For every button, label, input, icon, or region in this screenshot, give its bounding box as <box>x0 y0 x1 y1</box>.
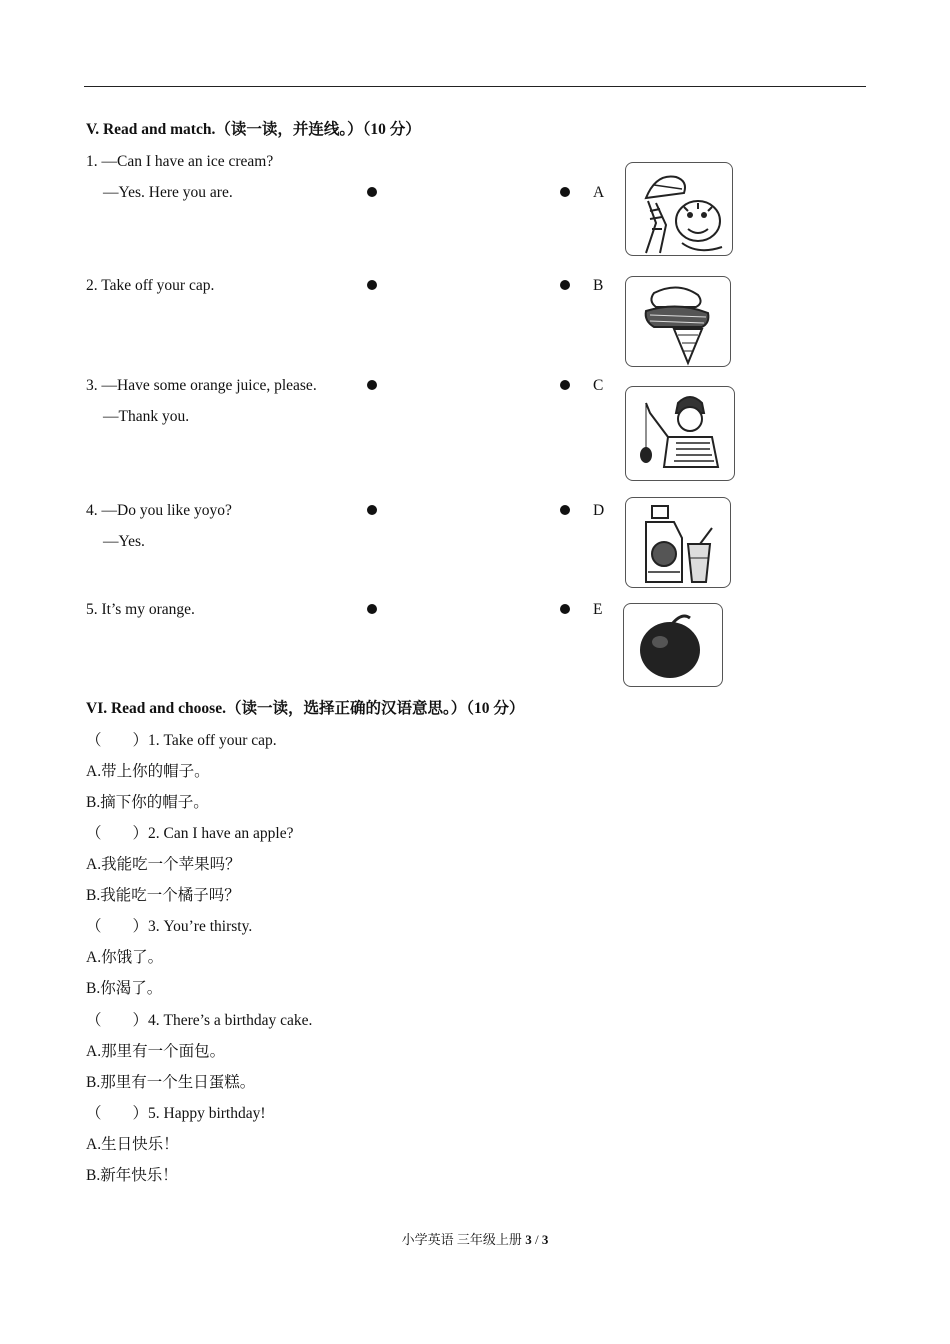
section-5-title: V. Read and match.（读一读，并连线。）（10 分） <box>86 121 421 138</box>
choose-q2-option-b[interactable]: B.我能吃一个橘子吗？ <box>86 887 240 904</box>
match-item-4-line2: —Yes. <box>103 533 145 550</box>
choose-q3-option-b[interactable]: B.你渴了。 <box>86 980 163 997</box>
match-dot-right-a[interactable] <box>560 187 570 197</box>
choose-q5-option-b[interactable]: B.新年快乐！ <box>86 1167 178 1184</box>
match-item-3-line2: —Thank you. <box>103 408 190 425</box>
match-dot-left-4[interactable] <box>367 505 377 515</box>
choose-q4-option-a[interactable]: A.那里有一个面包。 <box>86 1043 226 1060</box>
choose-question-1: （ ）1. Take off your cap. <box>86 732 277 749</box>
choose-question-5: （ ）5. Happy birthday! <box>86 1105 266 1122</box>
option-letter-d: D <box>593 502 605 519</box>
match-item-2-line1: 2. Take off your cap. <box>86 277 215 294</box>
choose-q4-option-b[interactable]: B.那里有一个生日蛋糕。 <box>86 1074 256 1091</box>
match-dot-right-c[interactable] <box>560 380 570 390</box>
match-dot-left-2[interactable] <box>367 280 377 290</box>
match-item-4-line1: 4. —Do you like yoyo? <box>86 502 232 519</box>
option-letter-a: A <box>593 184 605 201</box>
ice-cream-picture <box>625 276 731 367</box>
option-letter-e: E <box>593 601 603 618</box>
choose-q1-option-a[interactable]: A.带上你的帽子。 <box>86 763 210 780</box>
choose-q5-option-a[interactable]: A.生日快乐！ <box>86 1136 179 1153</box>
choose-question-4: （ ）4. There’s a birthday cake. <box>86 1012 313 1029</box>
option-letter-b: B <box>593 277 604 294</box>
footer-subject: 小学英语 三年级上册 <box>401 1232 526 1247</box>
section-6-title: VI. Read and choose.（读一读，选择正确的汉语意思。）（10 分） <box>86 700 525 717</box>
boy-yoyo-picture <box>625 386 735 481</box>
choose-question-2: （ ）2. Can I have an apple? <box>86 825 294 842</box>
match-item-3-line1: 3. —Have some orange juice, please. <box>86 377 317 394</box>
orange-picture <box>623 603 723 687</box>
footer-page-number: 3 <box>525 1232 532 1247</box>
page-footer <box>0 1229 950 1248</box>
match-item-5-line1: 5. It’s my orange. <box>86 601 195 618</box>
match-dot-right-b[interactable] <box>560 280 570 290</box>
tiger-cap-picture <box>625 162 733 256</box>
match-dot-right-d[interactable] <box>560 505 570 515</box>
choose-q1-option-b[interactable]: B.摘下你的帽子。 <box>86 794 209 811</box>
choose-question-3: （ ）3. You’re thirsty. <box>86 918 253 935</box>
match-dot-left-5[interactable] <box>367 604 377 614</box>
header-rule <box>84 86 866 87</box>
match-dot-left-3[interactable] <box>367 380 377 390</box>
match-dot-right-e[interactable] <box>560 604 570 614</box>
juice-picture <box>625 497 731 588</box>
option-letter-c: C <box>593 377 604 394</box>
match-item-1-line1: 1. —Can I have an ice cream? <box>86 153 274 170</box>
match-item-1-line2: —Yes. Here you are. <box>103 184 233 201</box>
match-dot-left-1[interactable] <box>367 187 377 197</box>
choose-q2-option-a[interactable]: A.我能吃一个苹果吗？ <box>86 856 241 873</box>
footer-separator: / <box>531 1232 542 1247</box>
footer-total-pages: 3 <box>541 1232 549 1247</box>
choose-q3-option-a[interactable]: A.你饿了。 <box>86 949 164 966</box>
